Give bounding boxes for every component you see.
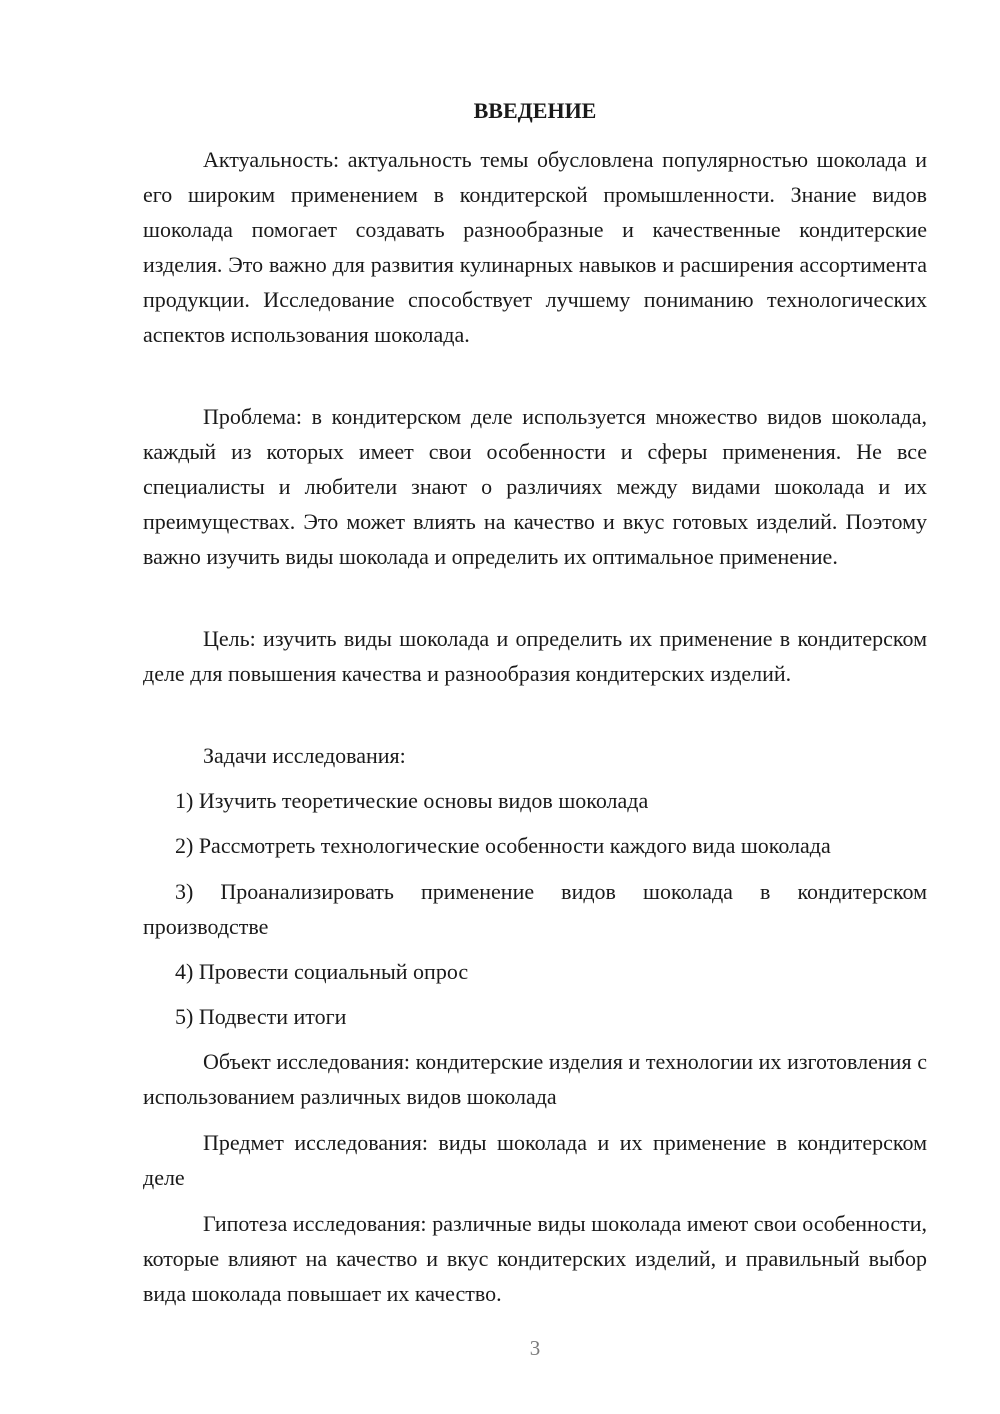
subject-paragraph: Предмет исследования: виды шоколада и их применение в кондитерском деле <box>143 1130 927 1190</box>
problem-paragraph: Проблема: в кондитерском деле используется множество видов шоколада, каждый из которых имеет свои особенности и сферы применения. Не все специалисты и любители знают о различиях между видами шоколада и их преимуществах. Это может влиять на качество и вкус готовых изделий. Поэтому важно изучить виды шоколада и определить их оптимальное применение. <box>143 404 927 569</box>
task-list-item: 1) Изучить теоретические основы видов шоколада <box>175 788 649 813</box>
hypothesis-paragraph: Гипотеза исследования: различные виды шоколада имеют свои особенности, которые влияют на качество и вкус кондитерских изделий, и правильный выбор вида шоколада повышает их качество. <box>143 1211 927 1306</box>
tasks-heading: Задачи исследования: <box>203 743 406 768</box>
object-paragraph: Объект исследования: кондитерские изделия и технологии их изготовления с использованием различных видов шоколада <box>143 1049 927 1109</box>
relevance-paragraph: Актуальность: актуальность темы обусловлена популярностью шоколада и его широким применением в кондитерской промышленности. Знание видов шоколада помогает создавать разнообразные и качественные кондитерские изделия. Это важно для развития кулинарных навыков и расширения ассортимента продукции. Исследование способствует лучшему пониманию технологических аспектов использования шоколада. <box>143 147 927 347</box>
page-title: ВВЕДЕНИЕ <box>473 98 597 123</box>
task-list-item: 5) Подвести итоги <box>175 1004 347 1029</box>
task-list-item: 4) Провести социальный опрос <box>175 959 469 984</box>
goal-paragraph: Цель: изучить виды шоколада и определить их применение в кондитерском деле для повышения качества и разнообразия кондитерских изделий. <box>143 626 927 686</box>
task-list-item: 3) Проанализировать применение видов шоколада в кондитерском производстве <box>143 879 927 939</box>
task-list-item: 2) Рассмотреть технологические особенности каждого вида шоколада <box>175 833 831 858</box>
page-number: 3 <box>529 1336 541 1360</box>
